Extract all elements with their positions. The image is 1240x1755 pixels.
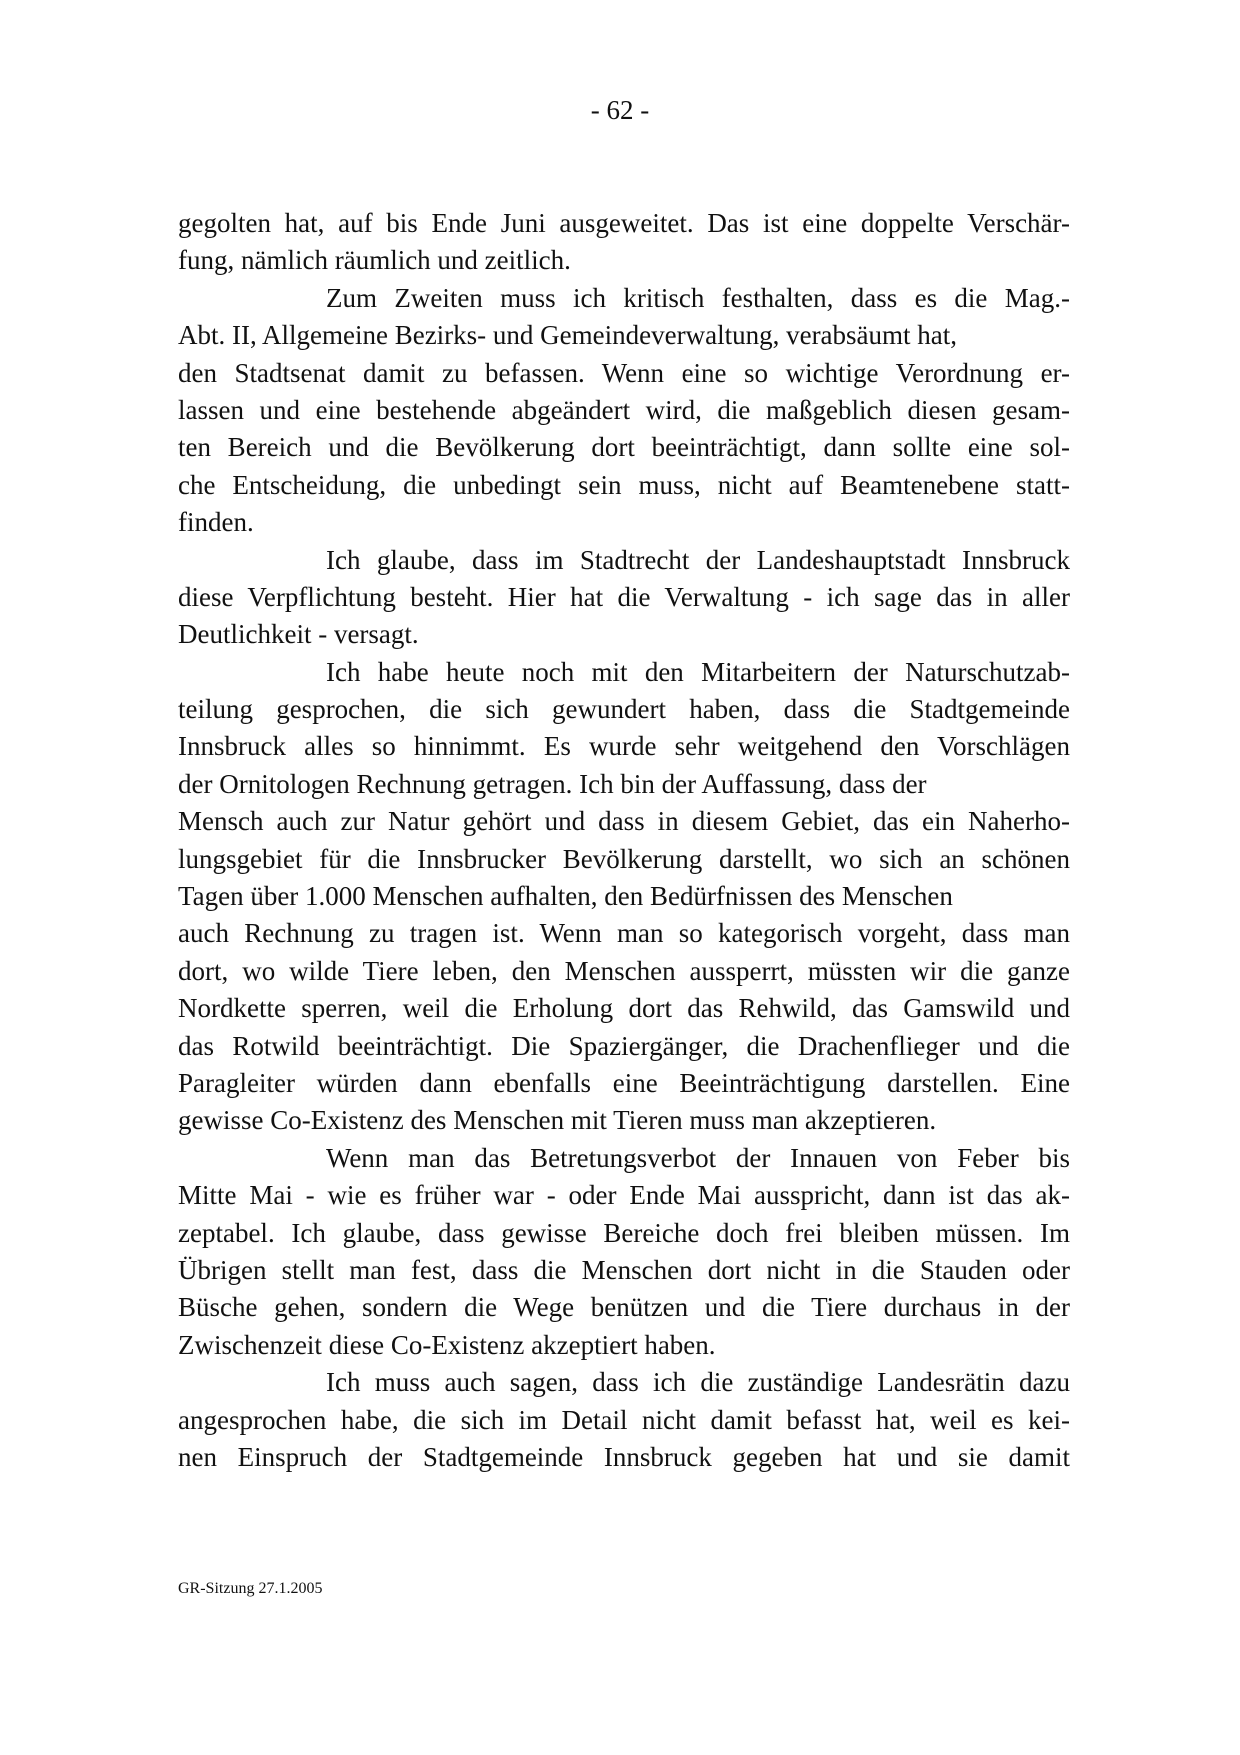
text-line: ten Bereich und die Bevölkerung dort beeinträchtigt, dann sollte eine sol-	[178, 432, 1070, 463]
text-line: fung, nämlich räumlich und zeitlich.	[178, 245, 571, 276]
page-number: - 62 -	[590, 95, 650, 125]
text-line: Zwischenzeit diese Co-Existenz akzeptiert haben.	[178, 1329, 716, 1360]
text-line: Wenn man das Betretungsverbot der Innauen von Feber bis	[326, 1142, 1070, 1173]
text-line: Nordkette sperren, weil die Erholung dort das Rehwild, das Gamswild und	[178, 993, 1070, 1024]
text-line: Paragleiter würden dann ebenfalls eine Beeinträchtigung darstellen. Eine	[178, 1067, 1070, 1098]
text-line: auch Rechnung zu tragen ist. Wenn man so kategorisch vorgeht, dass man	[178, 918, 1070, 949]
text-line: zeptabel. Ich glaube, dass gewisse Bereiche doch frei bleiben müssen. Im	[178, 1217, 1070, 1248]
text-line: das Rotwild beeinträchtigt. Die Spaziergänger, die Drachenflieger und die	[178, 1030, 1070, 1061]
text-line: Zum Zweiten muss ich kritisch festhalten, dass es die Mag.-	[326, 282, 1070, 313]
text-line: diese Verpflichtung besteht. Hier hat die Verwaltung - ich sage das in aller	[178, 581, 1070, 612]
text-line: Mitte Mai - wie es früher war - oder Ende Mai ausspricht, dann ist das ak-	[178, 1180, 1070, 1211]
text-line: teilung gesprochen, die sich gewundert haben, dass die Stadtgemeinde	[178, 694, 1070, 725]
text-line: Abt. II, Allgemeine Bezirks- und Gemeindeverwaltung, verabsäumt hat,	[178, 320, 958, 351]
footer-session-label: GR-Sitzung 27.1.2005	[178, 1580, 323, 1597]
text-line: Ich habe heute noch mit den Mitarbeitern der Naturschutzab-	[326, 656, 1070, 687]
text-line: Innsbruck alles so hinnimmt. Es wurde sehr weitgehend den Vorschlägen	[178, 731, 1070, 762]
text-line: Büsche gehen, sondern die Wege benützen und die Tiere durchaus in der	[178, 1292, 1070, 1323]
text-line: nen Einspruch der Stadtgemeinde Innsbruck gegeben hat und sie damit	[178, 1441, 1070, 1472]
text-line: den Stadtsenat damit zu befassen. Wenn eine so wichtige Verordnung er-	[178, 357, 1070, 388]
text-line: Ich glaube, dass im Stadtrecht der Landeshauptstadt Innsbruck	[326, 544, 1070, 575]
text-line: Tagen über 1.000 Menschen aufhalten, den Bedürfnissen des Menschen	[178, 881, 953, 912]
body-text	[178, 205, 1070, 1476]
text-line: lungsgebiet für die Innsbrucker Bevölkerung darstellt, wo sich an schönen	[178, 843, 1070, 874]
text-line: angesprochen habe, die sich im Detail nicht damit befasst hat, weil es kei-	[178, 1404, 1070, 1435]
text-line: der Ornitologen Rechnung getragen. Ich bin der Auffassung, dass der	[178, 768, 927, 799]
text-line: gegolten hat, auf bis Ende Juni ausgeweitet. Das ist eine doppelte Verschär-	[178, 208, 1070, 238]
text-line: dort, wo wilde Tiere leben, den Menschen aussperrt, müssten wir die ganze	[178, 955, 1070, 986]
text-line: Übrigen stellt man fest, dass die Menschen dort nicht in die Stauden oder	[178, 1254, 1070, 1285]
text-line: che Entscheidung, die unbedingt sein muss, nicht auf Beamtenebene statt-	[178, 469, 1070, 500]
text-line: Ich muss auch sagen, dass ich die zuständige Landesrätin dazu	[326, 1367, 1070, 1398]
text-line: finden.	[178, 507, 254, 538]
text-line: Deutlichkeit - versagt.	[178, 619, 419, 650]
text-line: lassen und eine bestehende abgeändert wird, die maßgeblich diesen gesam-	[178, 394, 1070, 425]
text-line: gewisse Co-Existenz des Menschen mit Tieren muss man akzeptieren.	[178, 1105, 937, 1136]
text-line: Mensch auch zur Natur gehört und dass in diesem Gebiet, das ein Naherho-	[178, 806, 1070, 837]
